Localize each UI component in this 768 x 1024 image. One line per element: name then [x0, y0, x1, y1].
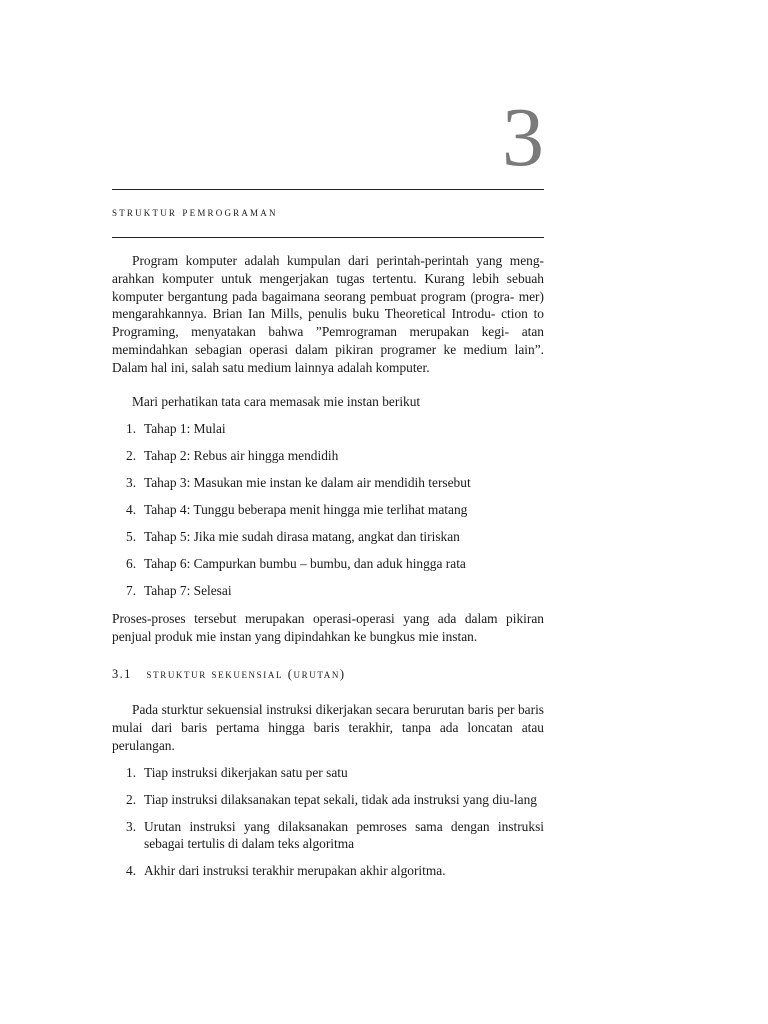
list-number: 4. [126, 502, 137, 517]
closing-paragraph [112, 610, 544, 646]
list-item [112, 862, 544, 880]
list-item [112, 501, 544, 528]
list-text: Tiap instruksi dilaksanakan tepat sekali, tidak ada instruksi yang diu-lang [144, 791, 537, 807]
list-number: 1. [126, 765, 137, 780]
section-line: atau perulangan. [112, 719, 544, 753]
section-title: struktur sekuensial (urutan) [146, 667, 346, 681]
list-item [112, 818, 544, 854]
list-number: 7. [126, 583, 137, 598]
list-item [112, 555, 544, 582]
list-number: 6. [126, 556, 137, 571]
list-item [112, 447, 544, 474]
chapter-rule-top [112, 189, 544, 190]
chapter-number: 3 [502, 91, 544, 184]
list-number: 3. [126, 475, 137, 490]
list-number: 3. [126, 818, 137, 834]
list-text: Tahap 3: Masukan mie instan ke dalam air mendidih tersebut [144, 475, 471, 490]
list-number: 2. [126, 791, 137, 807]
intro-line: atan memindahkan sebagian operasi dalam pikiran programer ke medium [112, 324, 544, 357]
closing-line: Proses-proses tersebut merupakan operasi-operasi yang ada dalam pikiran [112, 611, 544, 626]
list-text: Akhir dari instruksi terakhir merupakan akhir algoritma. [144, 863, 446, 879]
list-number: 4. [126, 863, 137, 879]
cooking-steps-list [112, 420, 544, 609]
section-line: Pada sturktur sekuensial instruksi dikerjakan secara berurutan baris per [132, 702, 515, 717]
lead-sentence: Mari perhatikan tata cara memasak mie instan berikut [132, 394, 421, 409]
chapter-title: struktur pemrograman [112, 205, 278, 219]
section-line: baris mulai dari baris pertama hingga baris terakhir, tanpa ada loncatan [112, 702, 544, 735]
intro-line: komputer bergantung pada bagaimana seorang pembuat program (progra- [112, 288, 515, 304]
list-text: Tahap 4: Tunggu beberapa menit hingga mie terlihat matang [144, 502, 468, 517]
list-item [112, 791, 544, 809]
chapter-rule-bottom [112, 237, 544, 238]
list-text: Tahap 2: Rebus air hingga mendidih [144, 448, 339, 463]
intro-line: lain”. Dalam hal ini, salah satu medium lainnya adalah komputer. [112, 341, 544, 375]
list-text: Urutan instruksi yang dilaksanakan pemroses sama dengan instruksi sebagai tertulis di dalam teks algoritma [144, 818, 544, 852]
list-item [112, 528, 544, 555]
section-heading [112, 667, 346, 682]
list-text: Tahap 5: Jika mie sudah dirasa matang, angkat dan tiriskan [144, 529, 460, 544]
intro-line: mer) mengarahkannya. Brian Ian Mills, penulis buku Theoretical Introdu- [112, 288, 544, 322]
intro-line: Program komputer adalah kumpulan dari perintah-perintah yang meng- [132, 253, 544, 268]
list-number: 1. [126, 421, 137, 436]
closing-line: penjual produk mie instan yang dipindahkan ke bungkus mie instan. [112, 628, 478, 644]
list-number: 5. [126, 529, 137, 544]
list-text: Tahap 1: Mulai [144, 421, 226, 436]
sequential-rules-list [112, 764, 544, 889]
list-item [112, 474, 544, 501]
list-text: Tahap 7: Selesai [144, 583, 232, 598]
section-paragraph [112, 701, 544, 754]
list-number: 2. [126, 448, 137, 463]
list-item [112, 764, 544, 782]
section-number: 3.1 [112, 667, 132, 681]
list-item [112, 420, 544, 447]
intro-line: ction to Programing, menyatakan bahwa ”Pemrograman merupakan kegi- [112, 306, 544, 340]
intro-paragraph [112, 252, 544, 377]
list-item [112, 582, 544, 609]
list-text: Tahap 6: Campurkan bumbu – bumbu, dan aduk hingga rata [144, 556, 466, 571]
intro-line: arahkan komputer untuk mengerjakan tugas tertentu. Kurang lebih sebuah [112, 270, 544, 286]
list-text: Tiap instruksi dikerjakan satu per satu [144, 765, 348, 780]
